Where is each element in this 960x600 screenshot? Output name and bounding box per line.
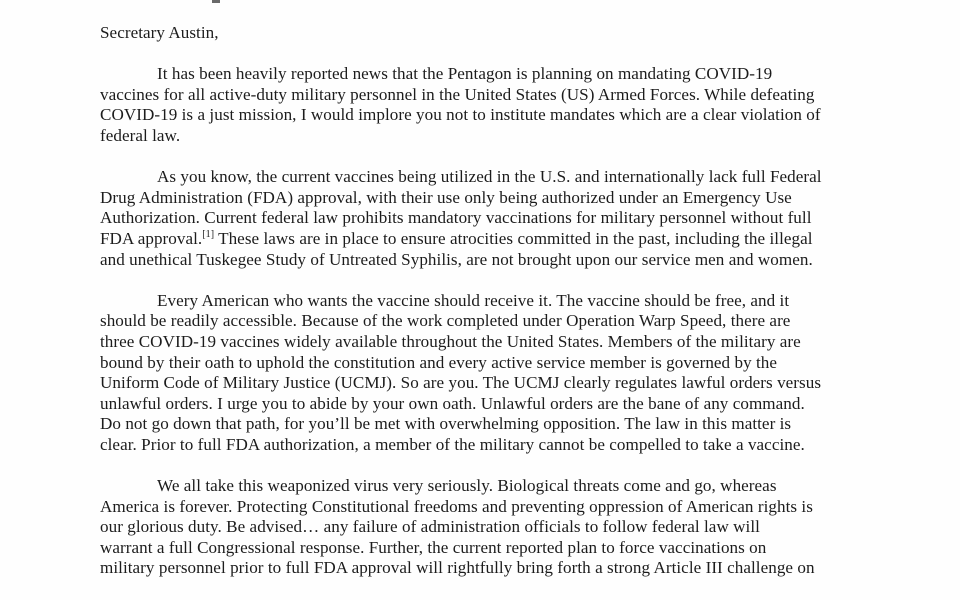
letter-body bbox=[100, 23, 880, 600]
scan-mark bbox=[212, 0, 220, 3]
text-line: Drug Administration (FDA) approval, with their use only being authorized under an Emergency Use bbox=[100, 187, 792, 207]
text-line: should be readily accessible. Because of the work completed under Operation Warp Speed, there are bbox=[100, 311, 791, 331]
text-segment: These laws are in place to ensure atrocities committed in the past, including the illegal bbox=[214, 228, 813, 248]
text-line: COVID-19 is a just mission, I would implore you not to institute mandates which are a clear violation of bbox=[100, 105, 821, 125]
text-line: Every American who wants the vaccine should receive it. The vaccine should be free, and it bbox=[157, 290, 790, 310]
text-line: vaccines for all active-duty military personnel in the United States (US) Armed Forces. While defeating bbox=[100, 84, 815, 104]
text-line-with-footnote bbox=[100, 229, 880, 250]
text-line: As you know, the current vaccines being utilized in the U.S. and internationally lack full Federal bbox=[157, 167, 822, 187]
text-line: Uniform Code of Military Justice (UCMJ). So are you. The UCMJ clearly regulates lawful orders versus bbox=[100, 373, 822, 393]
text-line: military personnel prior to full FDA approval will rightfully bring forth a strong Article III challenge on bbox=[100, 558, 815, 578]
footnote-marker[interactable]: [1] bbox=[202, 228, 215, 240]
text-line: and unethical Tuskegee Study of Untreated Syphilis, are not brought upon our service men and women. bbox=[100, 249, 813, 269]
text-line: America is forever. Protecting Constitutional freedoms and preventing oppression of American rights is bbox=[100, 496, 813, 516]
text-line: It has been heavily reported news that the Pentagon is planning on mandating COVID-19 bbox=[157, 64, 773, 84]
text-segment: FDA approval. bbox=[100, 228, 203, 248]
text-line: three COVID-19 vaccines widely available throughout the United States. Members of the military are bbox=[100, 331, 801, 351]
text-line: clear. Prior to full FDA authorization, a member of the military cannot be compelled to take a vaccine. bbox=[100, 434, 805, 454]
text-line: federal law. bbox=[100, 125, 181, 145]
text-line: Authorization. Current federal law prohibits mandatory vaccinations for military personnel without full bbox=[100, 208, 812, 228]
text-line: warrant a full Congressional response. Further, the current reported plan to force vaccinations on bbox=[100, 537, 767, 557]
text-line: We all take this weaponized virus very seriously. Biological threats come and go, whereas bbox=[157, 476, 777, 496]
paragraph-2 bbox=[100, 167, 880, 270]
text-line: our glorious duty. Be advised… any failure of administration officials to follow federal law will bbox=[100, 517, 760, 537]
text-line: Do not go down that path, for you’ll be met with overwhelming opposition. The law in this matter is bbox=[100, 414, 792, 434]
salutation: Secretary Austin, bbox=[100, 23, 219, 42]
paragraph-3 bbox=[100, 291, 880, 456]
paragraph-1 bbox=[100, 64, 880, 146]
text-line: unlawful orders. I urge you to abide by your own oath. Unlawful orders are the bane of any command. bbox=[100, 393, 805, 413]
paragraph-4 bbox=[100, 476, 880, 579]
text-line: bound by their oath to uphold the constitution and every active service member is governed by the bbox=[100, 352, 778, 372]
